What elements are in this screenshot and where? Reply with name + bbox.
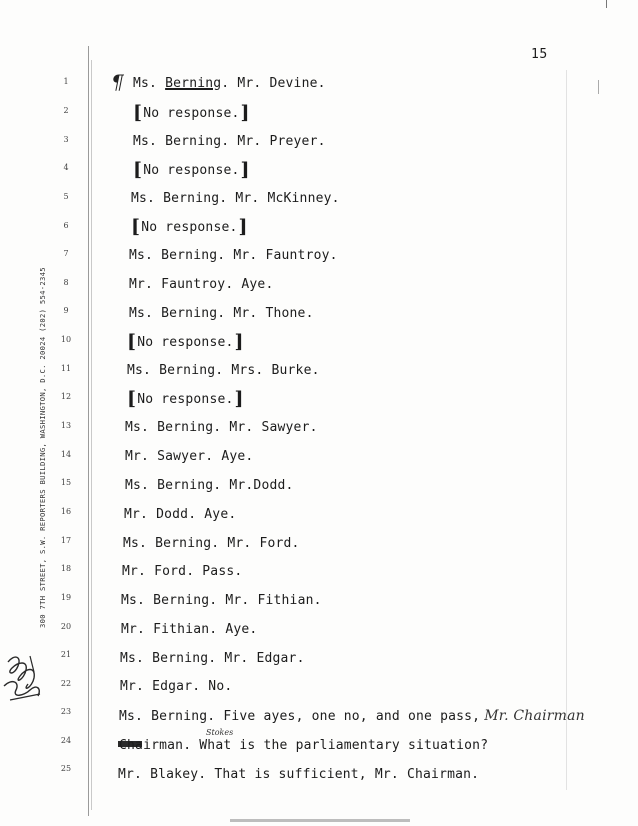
open-bracket: [ bbox=[131, 216, 141, 238]
page-number: 15 bbox=[531, 47, 548, 62]
transcript-line: Mr. Sawyer. Aye. bbox=[125, 449, 254, 464]
line-number: 21 bbox=[60, 650, 72, 659]
transcript-line: Mr. Blakey. That is sufficient, Mr. Chairman. bbox=[118, 767, 480, 782]
line-number: 9 bbox=[63, 306, 69, 315]
line-number: 20 bbox=[60, 622, 72, 631]
transcript-line: Mr. Fithian. Aye. bbox=[121, 622, 258, 637]
line-number: 5 bbox=[63, 192, 69, 201]
close-bracket: ] bbox=[240, 102, 250, 124]
line-number: 16 bbox=[60, 507, 72, 516]
stage-direction: No response. bbox=[141, 220, 238, 235]
transcript-line: Ms. Berning. Mr. Sawyer. bbox=[125, 420, 318, 435]
handwritten-insertion: Mr. Chairman bbox=[484, 708, 585, 724]
transcript-line-bracketed bbox=[131, 216, 248, 238]
transcript-line: Ms. Berning. Mr. Fithian. bbox=[121, 593, 322, 608]
stage-direction: No response. bbox=[137, 392, 234, 407]
line-number: 25 bbox=[60, 764, 72, 773]
transcript-line: Chairman. What is the parliamentary situation? bbox=[119, 738, 489, 753]
open-bracket: [ bbox=[133, 102, 143, 124]
stage-direction: No response. bbox=[143, 163, 240, 178]
line-number: 22 bbox=[60, 679, 72, 688]
close-bracket: ] bbox=[234, 331, 244, 353]
line-number: 4 bbox=[63, 163, 69, 172]
close-bracket: ] bbox=[240, 159, 250, 181]
margin-initials-signature bbox=[0, 648, 52, 708]
cut-off-footer-text bbox=[230, 818, 410, 826]
line-number: 24 bbox=[60, 736, 72, 745]
line-number: 23 bbox=[60, 707, 72, 716]
transcript-line: Ms. Berning. Mr. Ford. bbox=[123, 536, 300, 551]
close-bracket: ] bbox=[234, 388, 244, 410]
line-number: 17 bbox=[60, 536, 72, 545]
reporter-address: 300 7TH STREET, S.W. REPORTERS BUILDING, WASHINGTON, D.C. 20024 (202) 554-2345 bbox=[38, 267, 47, 628]
line-remainder: . Mr. Devine. bbox=[221, 76, 326, 91]
transcript-line-bracketed bbox=[127, 388, 244, 410]
transcript-line: Ms. Berning. Mr. Preyer. bbox=[133, 134, 326, 149]
transcript-line: Ms. Berning. Mrs. Burke. bbox=[127, 363, 320, 378]
line-number: 10 bbox=[60, 335, 72, 344]
open-bracket: [ bbox=[127, 331, 137, 353]
scan-mark bbox=[598, 80, 599, 94]
paragraph-mark: ¶ bbox=[111, 70, 124, 94]
transcript-line: Ms. Berning. Mr. Thone. bbox=[129, 306, 314, 321]
transcript-line: Ms. Berning. Mr. Fauntroy. bbox=[129, 248, 338, 263]
transcript-line: Mr. Fauntroy. Aye. bbox=[129, 277, 274, 292]
open-bracket: [ bbox=[127, 388, 137, 410]
line-number: 2 bbox=[63, 106, 69, 115]
handwritten-interlinear-note: Stokes bbox=[206, 728, 234, 737]
line-number: 8 bbox=[63, 278, 69, 287]
partial-footer-glyphs bbox=[230, 818, 410, 824]
line-number: 14 bbox=[60, 450, 72, 459]
left-margin-rule bbox=[88, 46, 89, 816]
line-number: 12 bbox=[60, 392, 72, 401]
stage-direction: No response. bbox=[143, 106, 240, 121]
line-number: 1 bbox=[63, 77, 69, 86]
right-margin-rule bbox=[566, 70, 567, 790]
transcript-line-bracketed bbox=[133, 159, 250, 181]
speaker-name: Berning bbox=[165, 76, 222, 91]
transcript-line: Ms. Berning. Mr. Edgar. bbox=[120, 651, 305, 666]
transcript-line-bracketed bbox=[133, 102, 250, 124]
scan-mark bbox=[606, 0, 607, 8]
line-number: 15 bbox=[60, 478, 72, 487]
transcript-line: Ms. Berning. Mr. McKinney. bbox=[131, 191, 340, 206]
transcript-line-bracketed bbox=[127, 331, 244, 353]
transcript-line bbox=[133, 76, 326, 91]
stage-direction: No response. bbox=[137, 335, 234, 350]
line-number: 7 bbox=[63, 249, 69, 258]
close-bracket: ] bbox=[238, 216, 248, 238]
line-number: 3 bbox=[63, 135, 69, 144]
line-number: 11 bbox=[60, 364, 72, 373]
line-number: 18 bbox=[60, 564, 72, 573]
transcript-line: Mr. Ford. Pass. bbox=[122, 564, 243, 579]
speaker-prefix: Ms. bbox=[133, 76, 166, 91]
open-bracket: [ bbox=[133, 159, 143, 181]
line-number: 19 bbox=[60, 593, 72, 602]
left-margin-rule-inner bbox=[91, 60, 92, 810]
transcript-line: Mr. Dodd. Aye. bbox=[124, 507, 237, 522]
transcript-line bbox=[119, 708, 585, 724]
line-typed-text: Ms. Berning. Five ayes, one no, and one pass, bbox=[119, 709, 481, 724]
transcript-line: Mr. Edgar. No. bbox=[120, 679, 233, 694]
transcript-line: Ms. Berning. Mr.Dodd. bbox=[125, 478, 294, 493]
line-number: 6 bbox=[63, 221, 69, 230]
line-number: 13 bbox=[60, 421, 72, 430]
